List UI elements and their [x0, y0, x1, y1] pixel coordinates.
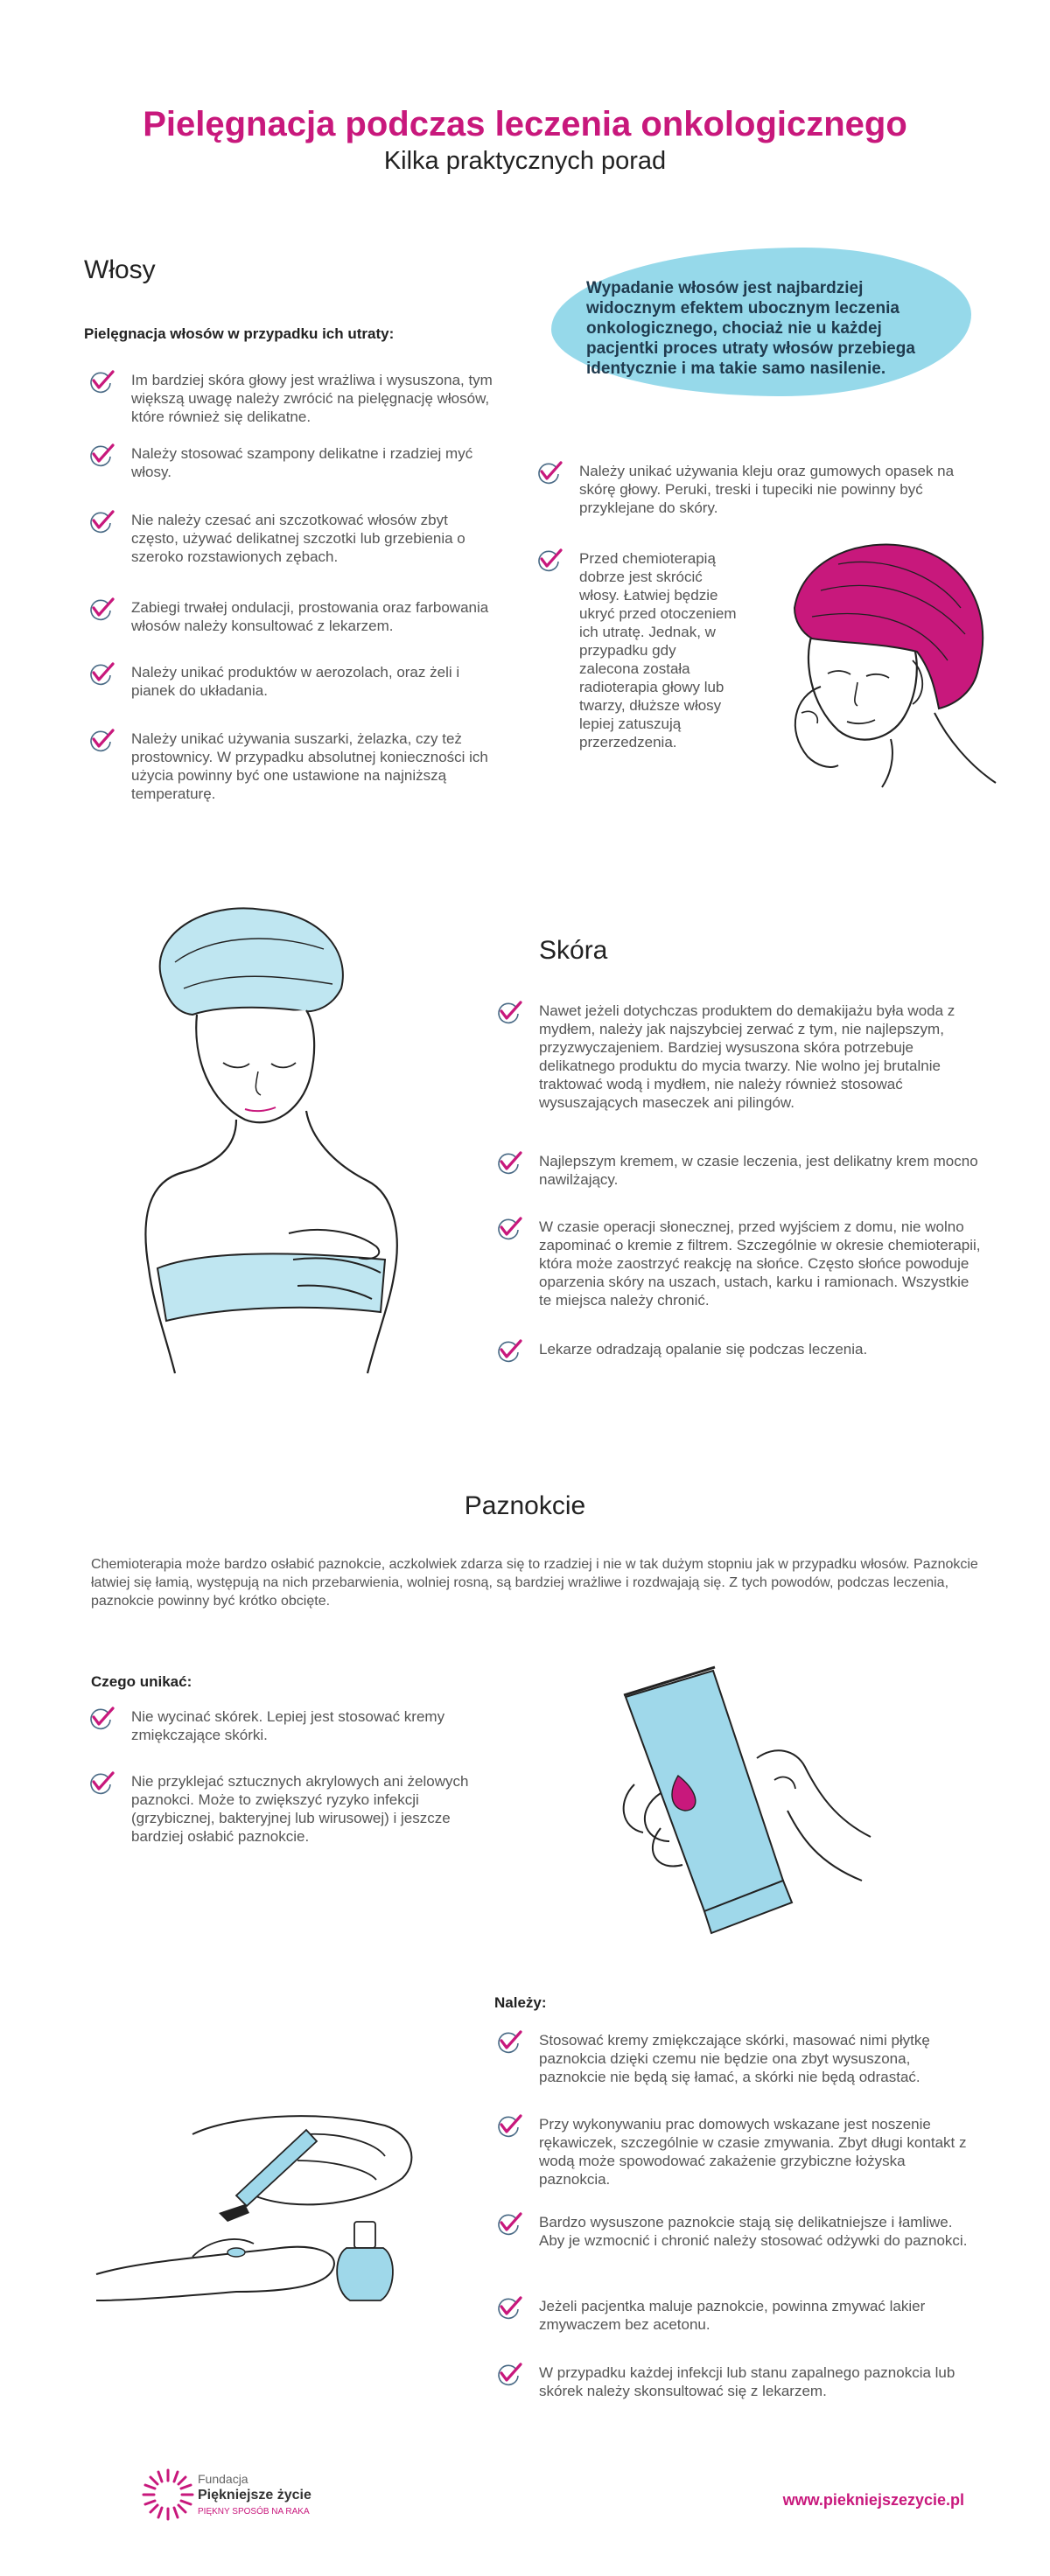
check-icon [88, 369, 116, 395]
check-icon [88, 509, 116, 535]
do-heading: Należy: [494, 1994, 547, 2011]
hair-heading: Włosy [84, 255, 156, 284]
list-item: Stosować kremy zmiękczające skórki, masować nimi płytkę paznokcia dzięki czemu nie będzie ona zbyt wysuszona, paznokcie nie będą się łamać, a skórki nie będą odrastać. [495, 2031, 976, 2115]
hair-subheading: Pielęgnacja włosów w przypadku ich utraty: [84, 325, 395, 342]
page-subtitle: Kilka praktycznych porad [383, 147, 667, 175]
do-list [495, 2031, 976, 2407]
check-icon [495, 2029, 523, 2056]
check-icon [495, 2211, 523, 2237]
avoid-heading: Czego unikać: [91, 1673, 192, 1690]
hair-left-list [88, 371, 499, 808]
skin-heading: Skóra [539, 936, 608, 965]
info-bubble-text: Wypadanie włosów jest najbardziej widocznym efektem ubocznym leczenia onkologicznego, chociaż nie u każdej pacjentki proces utraty włosów przebiega identycznie i ma takie samo nasilenie. [586, 279, 915, 378]
woman-turban-illustration [760, 529, 1013, 792]
logo-tagline: PIĘKNY SPOSÓB NA RAKA [198, 2507, 310, 2517]
sunburst-logo-icon [140, 2467, 196, 2523]
list-item: Najlepszym kremem, w czasie leczenia, jest delikatny krem mocno nawilżający. [495, 1152, 985, 1218]
list-item: Jeżeli pacjentka maluje paznokcie, powinna zmywać lakier zmywaczem bez acetonu. [495, 2297, 976, 2363]
list-item: Należy unikać używania kleju oraz gumowych opasek na skórę głowy. Peruki, treski i tupeciki nie powinny być przyklejane do skóry. [536, 462, 964, 549]
woman-towel-illustration [131, 901, 420, 1417]
list-item: Zabiegi trwałej ondulacji, prostowania oraz farbowania włosów należy konsultować z lekarzem. [88, 598, 499, 663]
check-icon [495, 1000, 523, 1026]
avoid-list [88, 1707, 499, 1851]
list-item: Przed chemioterapią dobrze jest skrócić włosy. Łatwiej będzie ukryć przed otoczeniem ich utratę. Jednak, w przypadku gdy zalecona została radioterapia głowy lub twarzy, dłuższe włosy lepiej zatuszują przerzedzenia. [536, 549, 737, 742]
check-icon [88, 443, 116, 469]
list-item: Nie należy czesać ani szczotkować włosów zbyt często, używać delikatnej szczotki lub grzebienia o szeroko rozstawionych zębach. [88, 511, 499, 598]
check-icon [88, 728, 116, 754]
list-item: W przypadku każdej infekcji lub stanu zapalnego paznokcia lub skórek należy skonsultować się z lekarzem. [495, 2363, 976, 2407]
check-icon [88, 597, 116, 623]
check-icon [495, 2295, 523, 2321]
check-icon [536, 460, 564, 486]
list-item: Należy stosować szampony delikatne i rzadziej myć włosy. [88, 444, 499, 511]
check-icon [536, 548, 564, 574]
check-icon [495, 1338, 523, 1365]
nail-painting-illustration [88, 2082, 438, 2327]
nails-intro: Chemioterapia może bardzo osłabić paznokcie, aczkolwiek zdarza się to rzadziej i nie w tak dużym stopniu jak w przypadku włosów. Paznokcie łatwiej się łamią, występują na nich przebarwienia, wolniej rosną, są bardziej wrażliwe i rozdwajają się. Z tych powodów, podczas leczenia, paznokcie powinny być krótko obcięte. [91, 1557, 978, 1609]
logo-name: Piękniejsze życie [198, 2488, 312, 2503]
list-item: Nie wycinać skórek. Lepiej jest stosować kremy zmiękczające skórki. [88, 1707, 499, 1772]
logo-small-text: Fundacja [198, 2472, 248, 2486]
list-item: Lekarze odradzają opalanie się podczas leczenia. [495, 1340, 985, 1366]
list-item: Im bardziej skóra głowy jest wrażliwa i wysuszona, tym większą uwagę należy zwrócić na pielęgnację włosów, które również się delikatne. [88, 371, 499, 444]
list-item: Nie przyklejać sztucznych akrylowych ani żelowych paznokci. Może to zwiększyć ryzyko infekcji (grzybicznej, bakteryjnej lub wirusowej) i jeszcze bardziej osłabić paznokcie. [88, 1772, 499, 1851]
check-icon [495, 1216, 523, 1242]
check-icon [495, 1150, 523, 1176]
nails-heading: Paznokcie [464, 1491, 586, 1520]
list-item: Bardzo wysuszone paznokcie stają się delikatniejsze i łamliwe. Aby je wzmocnić i chronić należy stosować odżywki do paznokci. [495, 2213, 976, 2297]
hand-cream-tube-illustration [608, 1662, 879, 1951]
list-item: Przy wykonywaniu prac domowych wskazane jest noszenie rękawiczek, szczególnie w czasie zmywania. Zbyt długi kontakt z wodą może spowodować zakażenie grzybiczne łożyska paznokcia. [495, 2115, 976, 2213]
list-item: Nawet jeżeli dotychczas produktem do demakijażu była woda z mydłem, należy jak najszybciej zerwać z tym, nie najlepszym, przyzwyczajeniem. Bardziej wysuszona skóra potrzebuje delikatnego produktu do mycia twarzy. Nie wolno jej brutalnie traktować wodą i mydłem, nie należy również stosować wysuszających maseczek ani pilingów. [495, 1002, 985, 1152]
list-item: Należy unikać używania suszarki, żelazka, czy też prostownicy. W przypadku absolutnej konieczności ich użycia powinny być one ustawione na najniższą temperaturę. [88, 730, 499, 808]
check-icon [495, 2113, 523, 2140]
list-item: W czasie operacji słonecznej, przed wyjściem z domu, nie wolno zapominać o kremie z filtrem. Szczególnie w okresie chemioterapii, która może zaostrzyć reakcję na słońce. Często słońce powoduje oparzenia skóry na uszach, ustach, karku i ramionach. Wszystkie te miejsca należy chronić. [495, 1218, 985, 1340]
website-link[interactable]: www.piekniejszezycie.pl [782, 2491, 964, 2509]
check-icon [88, 1706, 116, 1732]
list-item: Należy unikać produktów w aerozolach, oraz żeli i pianek do układania. [88, 663, 499, 730]
check-icon [88, 661, 116, 688]
page-title: Pielęgnacja podczas leczenia onkologicznego [143, 105, 907, 143]
check-icon [495, 2362, 523, 2388]
check-icon [88, 1770, 116, 1797]
skin-list [495, 1002, 985, 1366]
